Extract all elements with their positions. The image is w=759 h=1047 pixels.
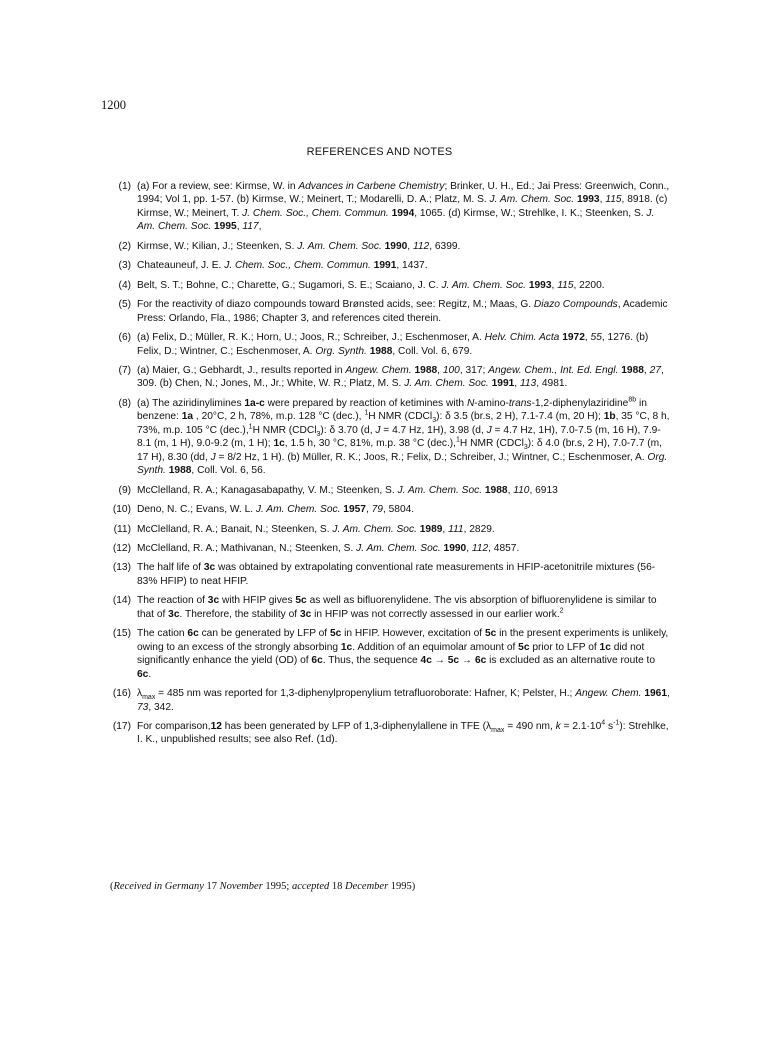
reference-number: (2) (118, 240, 131, 252)
reference-number: (10) (112, 504, 131, 516)
reference-number: (3) (118, 260, 131, 272)
reference-number: (5) (118, 299, 131, 311)
reference-number: (11) (113, 523, 131, 535)
reference-item (101, 687, 671, 714)
reference-number: (7) (118, 364, 131, 376)
reference-item (101, 523, 671, 536)
reference-item (101, 484, 671, 497)
reference-text: The reaction of 3c with HFIP gives 5c as well as bifluorenylidene. The vis absorption of bifluorenylidene is similar to that of 3c. Therefore, the stability of 3c in HFIP was not correctly assessed in our earlier work.$^2$ (137, 595, 657, 620)
received-accepted-note: (Received in Germany 17 November 1995; accepted 18 December 1995) (110, 881, 416, 892)
reference-item (101, 259, 671, 272)
reference-item (101, 720, 671, 747)
reference-number: (6) (118, 332, 131, 344)
reference-text: $\lambda_{max} = 485$ nm was reported for 1,3-diphenylpropenylium tetrafluoroborate: Hafner, K; Pelster, H.; Angew. Chem. 1961, 73, 342. (137, 688, 670, 713)
reference-number: (12) (112, 542, 131, 554)
reference-number: (8) (118, 397, 131, 409)
reference-number: (17) (112, 720, 131, 732)
reference-text: Chateauneuf, J. E. J. Chem. Soc., Chem. Commun. 1991, 1437. (137, 260, 428, 272)
reference-text: The cation 6c can be generated by LFP of 5c in HFIP. However, excitation of 5c in the present experiments is unlikely, owing to an excess of the strongly absorbing 1c. Addition of an equimolar amount of 5c prior to LFP of 1c did not significantly enhance the yield (OD) of 6c. Thus, the sequence 4c → 5c → 6c is excluded as an alternative route to 6c. (137, 628, 669, 680)
reference-item (101, 364, 671, 391)
reference-text: (a) The aziridinylimines 1a-c were prepared by reaction of ketimines with N-amino-trans-1,2-diphenylaziridine$^{8b}$ in benzene: 1a , 20°C, 2 h, 78%, m.p. 128 °C (dec.), $^1$H NMR (CDCl$_3$): δ 3.5 (br.s, 2 H), 7.1-7.4 (m, 20 H); 1b, 35 °C, 8 h, 73%, m.p. 105 °C (dec.),$^1$H NMR (CDCl$_3$): δ 3.70 (d, J = 4.7 Hz, 1H), 3.98 (d, J = 4.7 Hz, 1H), 7.0-7.5 (m, 16 H), 7.9-8.1 (m, 1 H), 9.0-9.2 (m, 1 H); 1c, 1.5 h, 30 °C, 81%, m.p. 38 °C (dec.),$^1$H NMR (CDCl$_3$): δ 4.0 (br.s, 2 H), 7.0-7.7 (m, 17 H), 8.30 (dd, J = 8/2 Hz, 1 H). (b) Müller, R. K.; Joos, R.; Felix, D.; Schreiber, J.; Wintner, C.; Eschenmoser, A. Org. Synth. 1988, Coll. Vol. 6, 56. (137, 396, 670, 477)
reference-number: (15) (112, 628, 131, 640)
section-title: REFERENCES AND NOTES (306, 146, 453, 158)
reference-item (101, 298, 671, 325)
reference-text: McClelland, R. A.; Kanagasabapathy, V. M.; Steenken, S. J. Am. Chem. Soc. 1988, 110, 6913 (137, 484, 558, 496)
reference-number: (4) (118, 279, 131, 291)
reference-text: Belt, S. T.; Bohne, C.; Charette, G.; Sugamori, S. E.; Scaiano, J. C. J. Am. Chem. Soc. 1993, 115, 2200. (137, 279, 605, 291)
reference-item (101, 561, 671, 588)
reference-number: (13) (112, 562, 131, 574)
reference-item (101, 331, 671, 358)
reference-item (101, 240, 671, 253)
reference-item (101, 397, 671, 478)
reference-item (101, 503, 671, 516)
reference-item (101, 594, 671, 621)
reference-number: (9) (118, 484, 131, 496)
page-number: 1200 (101, 98, 126, 112)
reference-item (101, 542, 671, 555)
reference-text: Deno, N. C.; Evans, W. L. J. Am. Chem. Soc. 1957, 79, 5804. (137, 504, 415, 516)
reference-text: (a) For a review, see: Kirmse, W. in Advances in Carbene Chemistry; Brinker, U. H., Ed.; Jai Press: Greenwich, Conn., 1994; Vol 1, pp. 1-57. (b) Kirmse, W.; Meinert, T.; Modarelli, D. A.; Platz, M. S. J. Am. Chem. Soc. 1993, 115, 8918. (c) Kirmse, W.; Meinert, T. J. Chem. Soc., Chem. Commun. 1994, 1065. (d) Kirmse, W.; Strehlke, I. K.; Steenken, S. J. Am. Chem. Soc. 1995, 117, (137, 181, 670, 233)
reference-number: (14) (112, 595, 131, 607)
reference-text: For the reactivity of diazo compounds toward Brønsted acids, see: Regitz, M.; Maas, G. Diazo Compounds, Academic Press: Orlando, Fla., 1986; Chapter 3, and references cited therein. (137, 299, 668, 324)
reference-item (101, 627, 671, 681)
reference-text: McClelland, R. A.; Banait, N.; Steenken, S. J. Am. Chem. Soc. 1989, 111, 2829. (137, 523, 495, 535)
reference-item (101, 180, 671, 234)
reference-number: (16) (112, 688, 131, 700)
reference-text: McClelland, R. A.; Mathivanan, N.; Steenken, S. J. Am. Chem. Soc. 1990, 112, 4857. (137, 542, 520, 554)
reference-text: For comparison,12 has been generated by LFP of 1,3-diphenylallene in TFE ($\lambda_{max} = 490$ nm, $k = 2.1\cdot 10^4$ $s^{-1}$): Strehlke, I. K., unpublished results; see also Ref. (1d). (137, 719, 669, 746)
reference-number: (1) (118, 181, 131, 192)
reference-text: Kirmse, W.; Kilian, J.; Steenken, S. J. Am. Chem. Soc. 1990, 112, 6399. (137, 240, 461, 252)
reference-item (101, 279, 671, 292)
reference-text: (a) Maier, G.; Gebhardt, J., results reported in Angew. Chem. 1988, 100, 317; Angew. Chem., Int. Ed. Engl. 1988, 27, 309. (b) Chen, N.; Jones, M., Jr.; White, W. R.; Platz, M. S. J. Am. Chem. Soc. 1991, 113, 4981. (137, 364, 664, 390)
reference-text: The half life of 3c was obtained by extrapolating conventional rate measurements in HFIP-acetonitrile mixtures (56-83% HFIP) to neat HFIP. (137, 562, 656, 587)
reference-text: (a) Felix, D.; Müller, R. K.; Horn, U.; Joos, R.; Schreiber, J.; Eschenmoser, A. Helv. Chim. Acta 1972, 55, 1276. (b) Felix, D.; Wintner, C.; Eschenmoser, A. Org. Synth. 1988, Coll. Vol. 6, 679. (137, 332, 649, 357)
reference-list (101, 180, 671, 753)
